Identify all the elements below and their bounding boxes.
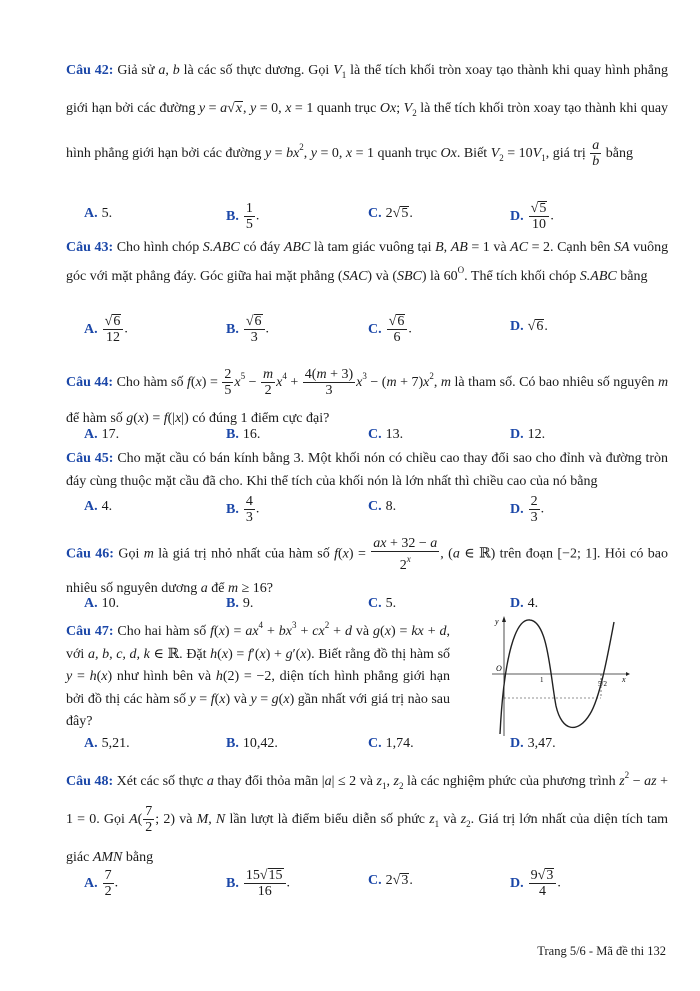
question-label: Câu 47: xyxy=(66,624,114,639)
question-label: Câu 43: xyxy=(66,240,114,255)
question-42: Câu 42: Giả sử a, b là các số thực dương. Gọi $V_1$ là thể tích khối tròn xoay tạo thành khi quay hình phẳng giới hạn bởi các đường y = a√x, y = 0, x = 1 quanh trục Ox; $V_2$ là thể tích khối tròn xoay tạo thành khi quay hình phẳng giới hạn bởi các đường $y = bx^2$, y = 0, x = 1 quanh trục Ox. Biết $V_2 = 10V_1$, giá trị $\frac{a}{b}$ bằng xyxy=(66,63,669,170)
page-footer: Trang 5/6 - Mã đề thi 132 xyxy=(537,944,666,958)
option-d[interactable]: D. $\frac{√5}{10}$ . xyxy=(510,201,554,232)
options-48 xyxy=(84,868,674,899)
option-c[interactable]: C. 1,74. xyxy=(368,736,414,751)
option-a[interactable]: A. 5,21. xyxy=(84,736,130,751)
option-a[interactable]: A. 17. xyxy=(84,427,120,442)
x-axis-arrow xyxy=(626,672,630,676)
question-label: Câu 48: xyxy=(66,774,114,789)
options-44 xyxy=(84,422,674,448)
options-42 xyxy=(84,201,674,232)
option-a[interactable]: A. 10. xyxy=(84,596,120,611)
option-d[interactable]: D. $\frac{2}{3}$ . xyxy=(510,494,545,525)
y-axis-arrow xyxy=(502,616,506,622)
question-label: Câu 42: xyxy=(66,63,114,78)
option-d[interactable]: D. $\frac{9√3}{4}$ . xyxy=(510,868,561,899)
question-label: Câu 46: xyxy=(66,546,114,562)
option-d[interactable]: D. √6. xyxy=(510,319,548,334)
question-label: Câu 45: xyxy=(66,451,114,466)
options-43 xyxy=(84,314,674,345)
question-46: Câu 46: Gọi m là giá trị nhỏ nhất của hàm số f(x) = $\frac{ax + 32 - a}{2^x}$ , (a ∈ ℝ) trên đoạn [−2; 1]. Hỏi có bao nhiêu số nguyên dương a để m ≥ 16? xyxy=(66,536,669,596)
option-c[interactable]: C. 2√5. xyxy=(368,206,413,221)
question-44: Câu 44: Cho hàm số f(x) = $\frac{2}{5}$ $x^5$ − $\frac{m}{2}$ $x^4$ + $\frac{4(m + 3)}{3}$ $x^3 - (m + 7)x^2$, m là tham số. Có bao nhiêu số nguyên m để hàm số g(x) = f(|x|) có đúng 1 điểm cực đại? xyxy=(66,367,669,426)
question-47: Câu 47: Cho hai hàm số $f(x) = ax^4 + bx^3 + cx^2 + d$ và g(x) = kx + d, với a, b, c, d, k ∈ ℝ. Đặt h(x) = f′(x) + g′(x). Biết rằng đồ thị hàm số y = h(x) như hình bên và h(2) = −2, diện tích hình phẳng giới hạn bởi đồ thị các hàm số y = f(x) và y = g(x) gần nhất với giá trị nào sau đây? xyxy=(66,620,451,729)
option-a[interactable]: A. $\frac{7}{2}$ . xyxy=(84,868,119,899)
option-c[interactable]: C. 5. xyxy=(368,596,397,611)
option-a[interactable]: A. 5. xyxy=(84,206,113,221)
options-45 xyxy=(84,494,674,525)
options-47 xyxy=(84,731,674,757)
question-label: Câu 44: xyxy=(66,375,114,390)
origin-label: O xyxy=(496,664,502,673)
option-c[interactable]: C. $\frac{√6}{6}$ . xyxy=(368,314,412,345)
tick-label-2: 5/2 xyxy=(598,680,607,688)
option-c[interactable]: C. 2√3. xyxy=(368,873,413,888)
question-43: Câu 43: Cho hình chóp S.ABC có đáy ABC là tam giác vuông tại B, AB = 1 và AC = 2. Cạnh bên SA vuông góc với mặt phẳng đáy. Góc giữa hai mặt phẳng (SAC) và (SBC) là $60^O$. Thể tích khối chóp S.ABC bằng xyxy=(66,240,669,284)
tick-label-1: 1 xyxy=(540,676,544,684)
option-a[interactable]: A. $\frac{√6}{12}$ . xyxy=(84,314,128,345)
option-c[interactable]: C. 8. xyxy=(368,499,397,514)
option-c[interactable]: C. 13. xyxy=(368,427,404,442)
option-a[interactable]: A. 4. xyxy=(84,499,113,514)
option-d[interactable]: D. 4. xyxy=(510,596,539,611)
option-b[interactable]: B. $\frac{1}{5}$ . xyxy=(226,201,260,232)
option-b[interactable]: B. $\frac{√6}{3}$ . xyxy=(226,314,270,345)
option-d[interactable]: D. 12. xyxy=(510,427,546,442)
option-d[interactable]: D. 3,47. xyxy=(510,736,556,751)
x-label: x xyxy=(622,675,626,684)
question-45: Câu 45: Cho mặt cầu có bán kính bằng 3. Một khối nón có chiều cao thay đổi sao cho đỉnh và đường tròn đáy cùng thuộc mặt cầu đã cho. Khi thể tích của khối nón là lớn nhất thì chiều cao của nó bằng xyxy=(66,451,669,489)
option-b[interactable]: B. 10,42. xyxy=(226,736,278,751)
function-graph xyxy=(490,614,630,738)
y-label: y xyxy=(495,617,499,626)
question-48: Câu 48: Xét các số thực a thay đổi thỏa mãn |a| ≤ 2 và $z_1$, $z_2$ là các nghiệm phức của phương trình $z^2$ − az + 1 = 0. Gọi A( $\frac{7}{2}$ ; 2) và M, N lần lượt là điểm biểu diễn số phức $z_1$ và $z_2$. Giá trị lớn nhất của diện tích tam giác AMN bằng xyxy=(66,770,669,865)
option-b[interactable]: B. $\frac{4}{3}$ . xyxy=(226,494,260,525)
option-b[interactable]: B. 9. xyxy=(226,596,254,611)
curve-h xyxy=(500,620,614,734)
option-b[interactable]: B. $\frac{15√15}{16}$ . xyxy=(226,868,291,899)
option-b[interactable]: B. 16. xyxy=(226,427,261,442)
